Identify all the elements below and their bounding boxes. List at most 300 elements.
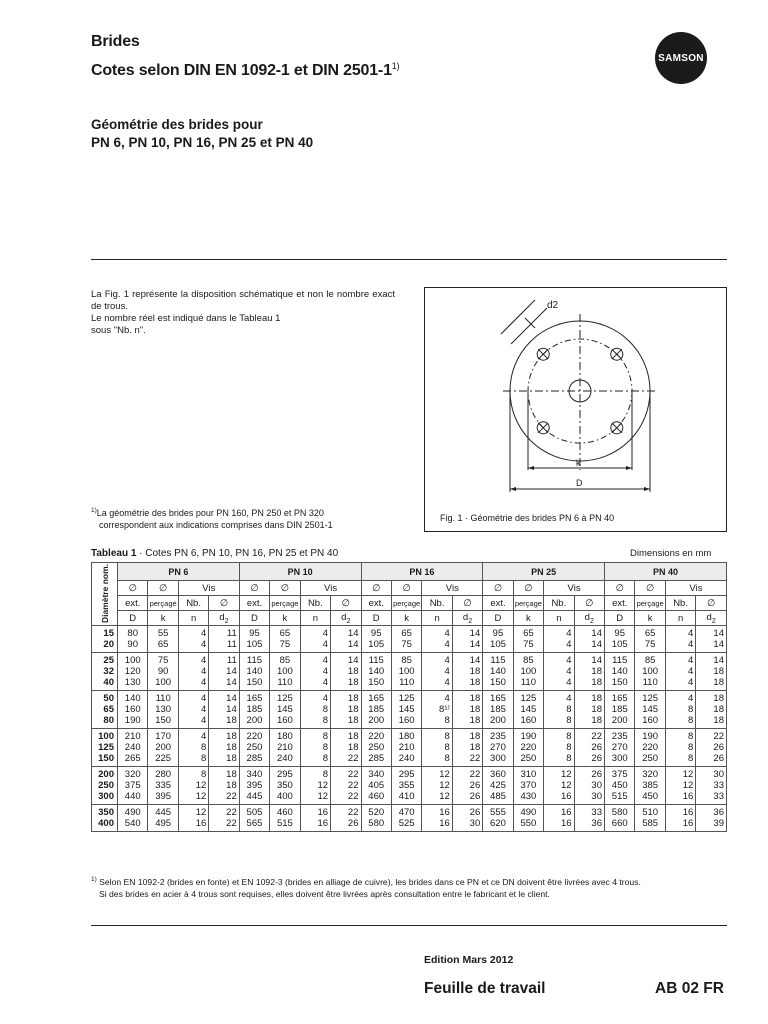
value-cell-n bbox=[300, 767, 330, 805]
value-n: 4 bbox=[322, 666, 329, 677]
value-k: 295 bbox=[398, 769, 415, 780]
value-D: 235 bbox=[611, 731, 628, 742]
col-n-header: n bbox=[300, 611, 330, 626]
value-k: 110 bbox=[642, 677, 658, 688]
value-k: 110 bbox=[520, 677, 536, 688]
value-n: 4 bbox=[688, 655, 694, 666]
value-d2: 26 bbox=[469, 780, 481, 791]
value-d2: 26 bbox=[713, 753, 724, 764]
divider-bottom bbox=[91, 925, 727, 926]
count-header: Nb. bbox=[665, 596, 695, 611]
table-caption-bold: Tableau 1 bbox=[91, 548, 137, 559]
value-n: 8 bbox=[322, 731, 329, 742]
value-d2: 11 bbox=[226, 628, 237, 639]
value-n: 12 bbox=[195, 807, 207, 818]
value-n: 8 bbox=[201, 753, 207, 764]
value-n: 4 bbox=[201, 677, 207, 688]
footnote-top-line2: correspondent aux indications comprises dans DIN 2501-1 bbox=[99, 520, 333, 530]
drilling-header: perçage bbox=[513, 596, 543, 611]
value-k: 145 bbox=[642, 704, 659, 715]
table-row-group bbox=[92, 729, 727, 767]
value-k: 75 bbox=[644, 639, 656, 650]
value-cell-d2 bbox=[574, 691, 604, 729]
col-k-header: k bbox=[635, 611, 665, 626]
value-n: 8 bbox=[322, 715, 329, 726]
value-d2: 26 bbox=[469, 807, 481, 818]
value-n: 4 bbox=[201, 639, 207, 650]
value-n: 8 bbox=[322, 704, 329, 715]
value-cell-d2 bbox=[574, 805, 604, 832]
value-cell-D bbox=[239, 805, 269, 832]
col-d2-subscript: 2 bbox=[468, 617, 473, 625]
value-k: 210 bbox=[276, 742, 293, 753]
value-d2: 14 bbox=[347, 639, 359, 650]
value-cell-k bbox=[391, 653, 421, 691]
value-D: 265 bbox=[124, 753, 141, 764]
value-D: 235 bbox=[490, 731, 506, 742]
col-k-header: k bbox=[513, 611, 543, 626]
value-cell-n bbox=[422, 691, 452, 729]
value-cell-k bbox=[635, 767, 665, 805]
value-D: 150 bbox=[490, 677, 506, 688]
value-d2: 33 bbox=[713, 791, 724, 802]
value-D: 340 bbox=[368, 769, 385, 780]
value-n: 4 bbox=[566, 655, 572, 666]
value-d2: 18 bbox=[347, 677, 359, 688]
value-n: 4 bbox=[322, 677, 329, 688]
value-cell-n bbox=[544, 805, 574, 832]
value-cell-D bbox=[239, 653, 269, 691]
value-k: 170 bbox=[155, 731, 172, 742]
value-D: 300 bbox=[490, 753, 506, 764]
value-cell-d2 bbox=[331, 653, 361, 691]
diameter-symbol-header: ∅ bbox=[605, 581, 635, 596]
value-k: 490 bbox=[520, 807, 537, 818]
divider-top bbox=[91, 259, 727, 260]
ext-header: ext. bbox=[483, 596, 513, 611]
value-D: 240 bbox=[124, 742, 141, 753]
value-k: 180 bbox=[398, 731, 415, 742]
value-d2: 14 bbox=[347, 628, 359, 639]
value-k: 110 bbox=[155, 693, 171, 704]
value-cell-D bbox=[239, 691, 269, 729]
value-n: 16 bbox=[317, 818, 329, 829]
screw-header: Vis bbox=[544, 581, 605, 596]
value-cell-n bbox=[422, 729, 452, 767]
dn-value: 350 bbox=[98, 807, 114, 818]
pn-header: PN 6 bbox=[118, 563, 240, 581]
table-row-group bbox=[92, 691, 727, 729]
value-d2: 36 bbox=[713, 807, 724, 818]
value-d2: 22 bbox=[347, 807, 359, 818]
value-D: 115 bbox=[368, 655, 384, 666]
value-cell-k bbox=[513, 626, 543, 653]
value-cell-k bbox=[270, 653, 300, 691]
value-d2: 22 bbox=[226, 791, 237, 802]
value-cell-k bbox=[391, 767, 421, 805]
value-cell-k bbox=[148, 729, 178, 767]
value-k: 75 bbox=[279, 639, 291, 650]
value-cell-n bbox=[422, 767, 452, 805]
value-k: 100 bbox=[520, 666, 537, 677]
value-D: 540 bbox=[124, 818, 141, 829]
value-D: 150 bbox=[611, 677, 628, 688]
col-d2-subscript: 2 bbox=[346, 617, 351, 625]
drilling-header: perçage bbox=[270, 596, 300, 611]
value-D: 90 bbox=[127, 639, 138, 650]
value-D: 95 bbox=[370, 628, 382, 639]
value-cell-n bbox=[300, 653, 330, 691]
value-k: 125 bbox=[520, 693, 537, 704]
value-k: 85 bbox=[523, 655, 534, 666]
footnote-top bbox=[91, 505, 401, 531]
intro-line2: Le nombre réel est indiqué dans le Tableau 1 bbox=[91, 313, 281, 324]
value-D: 200 bbox=[490, 715, 506, 726]
value-k: 125 bbox=[642, 693, 659, 704]
value-d2: 18 bbox=[469, 677, 481, 688]
table-sub-header-row-1 bbox=[92, 581, 727, 596]
dn-value: 65 bbox=[103, 704, 114, 715]
value-n: 16 bbox=[682, 791, 694, 802]
value-k: 585 bbox=[642, 818, 659, 829]
value-cell-D bbox=[118, 691, 148, 729]
value-n: 4 bbox=[444, 628, 450, 639]
value-n: 16 bbox=[560, 791, 572, 802]
screw-header: Vis bbox=[422, 581, 483, 596]
value-d2: 33 bbox=[591, 807, 602, 818]
value-k: 515 bbox=[276, 818, 293, 829]
value-D: 115 bbox=[612, 655, 628, 666]
value-cell-d2 bbox=[331, 691, 361, 729]
value-k: 310 bbox=[520, 769, 537, 780]
value-D: 140 bbox=[490, 666, 506, 677]
value-k: 100 bbox=[642, 666, 659, 677]
value-cell-n bbox=[178, 729, 208, 767]
table-caption-rest: · Cotes PN 6, PN 10, PN 16, PN 25 et PN 40 bbox=[136, 548, 339, 559]
value-d2: 18 bbox=[226, 780, 237, 791]
value-n: 8 bbox=[688, 731, 694, 742]
value-k: 100 bbox=[398, 666, 415, 677]
value-k: 145 bbox=[276, 704, 293, 715]
value-n: 4 bbox=[688, 666, 694, 677]
value-k: 525 bbox=[398, 818, 415, 829]
value-D: 285 bbox=[368, 753, 385, 764]
value-k: 110 bbox=[399, 677, 415, 688]
value-d2: 18 bbox=[469, 693, 481, 704]
value-d2: 30 bbox=[469, 818, 481, 829]
value-cell-n bbox=[422, 805, 452, 832]
value-d2: 11 bbox=[226, 655, 237, 666]
value-cell-d2 bbox=[209, 691, 239, 729]
value-cell-n bbox=[665, 729, 695, 767]
value-D: 165 bbox=[368, 693, 385, 704]
value-D: 115 bbox=[246, 655, 263, 666]
value-D: 440 bbox=[124, 791, 141, 802]
count-header: Nb. bbox=[300, 596, 330, 611]
flange-drawing bbox=[425, 288, 726, 531]
value-cell-d2 bbox=[209, 767, 239, 805]
col-d2-header bbox=[574, 611, 604, 626]
value-d2: 22 bbox=[347, 791, 359, 802]
value-d2: 18 bbox=[347, 666, 359, 677]
footnote-bottom bbox=[91, 874, 731, 900]
section-heading-line1: Géométrie des brides pour bbox=[91, 117, 263, 132]
value-cell-n bbox=[178, 805, 208, 832]
figure-label-d2: d2 bbox=[547, 300, 559, 311]
value-D: 220 bbox=[246, 731, 263, 742]
value-n: 4 bbox=[201, 693, 207, 704]
dn-header-cell bbox=[92, 563, 118, 626]
col-k-header: k bbox=[270, 611, 300, 626]
col-n-header: n bbox=[544, 611, 574, 626]
dn-value: 20 bbox=[103, 639, 114, 650]
value-D: 140 bbox=[611, 666, 628, 677]
value-d2: 18 bbox=[347, 742, 359, 753]
value-d2: 18 bbox=[226, 731, 237, 742]
dn-cell bbox=[92, 805, 118, 832]
value-k: 130 bbox=[155, 704, 172, 715]
value-D: 140 bbox=[368, 666, 385, 677]
value-d2: 36 bbox=[591, 818, 602, 829]
value-D: 340 bbox=[246, 769, 263, 780]
value-cell-d2 bbox=[209, 805, 239, 832]
value-cell-k bbox=[513, 805, 543, 832]
value-d2: 14 bbox=[226, 704, 237, 715]
value-cell-n bbox=[178, 653, 208, 691]
value-d2: 22 bbox=[713, 731, 724, 742]
value-d2: 18 bbox=[713, 715, 724, 726]
dn-value: 50 bbox=[103, 693, 114, 704]
value-n: 8 bbox=[566, 731, 572, 742]
dn-value: 250 bbox=[98, 780, 114, 791]
screw-header: Vis bbox=[300, 581, 361, 596]
value-cell-d2 bbox=[452, 729, 482, 767]
value-d2: 14 bbox=[469, 628, 481, 639]
value-D: 150 bbox=[246, 677, 263, 688]
value-d2: 26 bbox=[469, 791, 481, 802]
value-k: 280 bbox=[155, 769, 172, 780]
value-k: 75 bbox=[523, 639, 534, 650]
value-cell-k bbox=[635, 691, 665, 729]
value-cell-n bbox=[422, 653, 452, 691]
value-d2: 18 bbox=[469, 742, 481, 753]
value-d2: 22 bbox=[226, 818, 237, 829]
value-cell-k bbox=[635, 626, 665, 653]
value-n: 8 bbox=[201, 769, 207, 780]
value-n: 8 bbox=[322, 753, 329, 764]
value-d2: 18 bbox=[347, 693, 359, 704]
diameter-symbol-header: ∅ bbox=[635, 581, 665, 596]
value-d2: 22 bbox=[591, 731, 602, 742]
value-cell-D bbox=[239, 729, 269, 767]
value-n: 16 bbox=[560, 807, 572, 818]
col-n-header: n bbox=[178, 611, 208, 626]
value-D: 105 bbox=[490, 639, 506, 650]
subtitle-text: Cotes selon DIN EN 1092-1 et DIN 2501-1 bbox=[91, 62, 392, 79]
col-d2-header bbox=[696, 611, 727, 626]
value-d2: 14 bbox=[469, 655, 481, 666]
value-k: 445 bbox=[155, 807, 172, 818]
dn-value: 15 bbox=[103, 628, 114, 639]
diameter-symbol-header: ∅ bbox=[391, 581, 421, 596]
footnote-bottom-line1: Selon EN 1092-2 (brides en fonte) et EN 1092-3 (brides en alliage de cuivre), les brides dans ce PN et ce DN doivent être livrées avec 4 trous. bbox=[96, 876, 641, 887]
bolt-hole-se bbox=[611, 422, 623, 434]
diameter-symbol-header: ∅ bbox=[513, 581, 543, 596]
value-n: 8 bbox=[201, 742, 207, 753]
value-d2: 18 bbox=[713, 704, 724, 715]
col-d2-letter: d bbox=[706, 611, 712, 623]
value-cell-d2 bbox=[696, 691, 727, 729]
pn-header: PN 16 bbox=[361, 563, 483, 581]
value-d2: 18 bbox=[591, 666, 602, 677]
value-k: 225 bbox=[155, 753, 172, 764]
value-d2: 18 bbox=[713, 666, 724, 677]
col-D-header: D bbox=[118, 611, 148, 626]
value-D: 200 bbox=[246, 715, 263, 726]
value-D: 165 bbox=[611, 693, 628, 704]
value-D: 425 bbox=[490, 780, 506, 791]
value-d2: 14 bbox=[226, 677, 237, 688]
dn-value: 32 bbox=[103, 666, 114, 677]
table-caption bbox=[91, 548, 338, 559]
value-cell-D bbox=[361, 653, 391, 691]
drilling-header: perçage bbox=[391, 596, 421, 611]
value-d2: 26 bbox=[347, 818, 359, 829]
count-header: Nb. bbox=[422, 596, 452, 611]
value-d2: 22 bbox=[347, 780, 359, 791]
value-n: 4 bbox=[688, 677, 694, 688]
value-d2: 14 bbox=[226, 693, 237, 704]
col-d2-header bbox=[452, 611, 482, 626]
ext-header: ext. bbox=[118, 596, 148, 611]
value-cell-D bbox=[605, 805, 635, 832]
value-cell-n bbox=[178, 767, 208, 805]
value-n: 8 bbox=[322, 769, 329, 780]
value-k: 460 bbox=[276, 807, 293, 818]
value-k: 220 bbox=[520, 742, 537, 753]
value-k: 85 bbox=[401, 655, 412, 666]
value-D: 270 bbox=[490, 742, 506, 753]
page-title: Brides bbox=[91, 33, 140, 50]
screw-diameter-header: ∅ bbox=[574, 596, 604, 611]
dn-value: 125 bbox=[98, 742, 114, 753]
value-cell-D bbox=[605, 691, 635, 729]
ext-header: ext. bbox=[605, 596, 635, 611]
page-subtitle bbox=[91, 61, 399, 80]
value-d2: 33 bbox=[713, 780, 724, 791]
value-cell-d2 bbox=[696, 653, 727, 691]
diameter-symbol-header: ∅ bbox=[148, 581, 178, 596]
value-k: 430 bbox=[520, 791, 537, 802]
value-n: 4 bbox=[688, 639, 694, 650]
value-k: 65 bbox=[401, 628, 412, 639]
value-D: 460 bbox=[368, 791, 385, 802]
dn-cell bbox=[92, 653, 118, 691]
value-D: 150 bbox=[368, 677, 385, 688]
value-n: 8 bbox=[688, 704, 694, 715]
ext-header: ext. bbox=[239, 596, 269, 611]
value-d2: 14 bbox=[347, 655, 359, 666]
table-sub-header-row-3 bbox=[92, 611, 727, 626]
dn-value: 400 bbox=[98, 818, 114, 829]
table-units: Dimensions en mm bbox=[630, 548, 712, 559]
value-cell-D bbox=[118, 805, 148, 832]
value-D: 580 bbox=[611, 807, 628, 818]
value-k: 85 bbox=[644, 655, 656, 666]
value-cell-k bbox=[513, 691, 543, 729]
value-D: 165 bbox=[246, 693, 263, 704]
table-row-group bbox=[92, 626, 727, 653]
value-D: 115 bbox=[490, 655, 506, 666]
value-d2: 18 bbox=[469, 666, 481, 677]
value-k: 350 bbox=[276, 780, 293, 791]
value-k: 355 bbox=[398, 780, 415, 791]
value-D: 95 bbox=[492, 628, 504, 639]
diameter-symbol-header: ∅ bbox=[361, 581, 391, 596]
value-d2: 26 bbox=[591, 742, 602, 753]
value-cell-d2 bbox=[331, 626, 361, 653]
table-row-group bbox=[92, 805, 727, 832]
value-cell-n bbox=[544, 729, 574, 767]
value-cell-d2 bbox=[209, 653, 239, 691]
figure-label-D: D bbox=[576, 478, 583, 488]
value-D: 185 bbox=[490, 704, 506, 715]
value-D: 320 bbox=[124, 769, 141, 780]
value-n: 4 bbox=[322, 628, 329, 639]
value-cell-n bbox=[300, 729, 330, 767]
value-cell-n bbox=[665, 767, 695, 805]
value-k: 65 bbox=[279, 628, 291, 639]
value-cell-D bbox=[605, 767, 635, 805]
value-k: 85 bbox=[279, 655, 291, 666]
value-D: 140 bbox=[124, 693, 141, 704]
col-d2-subscript: 2 bbox=[711, 617, 716, 625]
value-cell-d2 bbox=[574, 626, 604, 653]
value-k: 90 bbox=[157, 666, 169, 677]
value-d2: 22 bbox=[469, 769, 481, 780]
value-cell-k bbox=[513, 653, 543, 691]
footnote-top-mark: 1) bbox=[91, 507, 97, 514]
value-d2: 18 bbox=[226, 742, 237, 753]
value-d2: 22 bbox=[469, 753, 481, 764]
value-n: 4 bbox=[201, 704, 207, 715]
value-n: 12 bbox=[560, 780, 572, 791]
value-d2: 30 bbox=[713, 769, 724, 780]
value-D: 375 bbox=[611, 769, 628, 780]
diameter-symbol-header: ∅ bbox=[270, 581, 300, 596]
value-k: 295 bbox=[276, 769, 293, 780]
value-cell-k bbox=[513, 767, 543, 805]
value-n: 4 bbox=[201, 666, 207, 677]
value-k: 145 bbox=[520, 704, 537, 715]
value-cell-D bbox=[239, 767, 269, 805]
value-d2: 18 bbox=[226, 769, 237, 780]
value-n: 12 bbox=[439, 780, 450, 791]
value-D: 165 bbox=[490, 693, 506, 704]
subtitle-note-mark: 1) bbox=[391, 61, 400, 71]
value-d2: 18 bbox=[591, 715, 602, 726]
diameter-symbol-header: ∅ bbox=[239, 581, 269, 596]
value-cell-n bbox=[178, 691, 208, 729]
value-D: 105 bbox=[368, 639, 385, 650]
value-cell-d2 bbox=[574, 653, 604, 691]
dn-cell bbox=[92, 729, 118, 767]
value-k: 150 bbox=[155, 715, 172, 726]
col-d2-letter: d bbox=[584, 611, 590, 623]
value-cell-n bbox=[544, 691, 574, 729]
value-D: 660 bbox=[611, 818, 628, 829]
value-n: 4 bbox=[566, 639, 572, 650]
